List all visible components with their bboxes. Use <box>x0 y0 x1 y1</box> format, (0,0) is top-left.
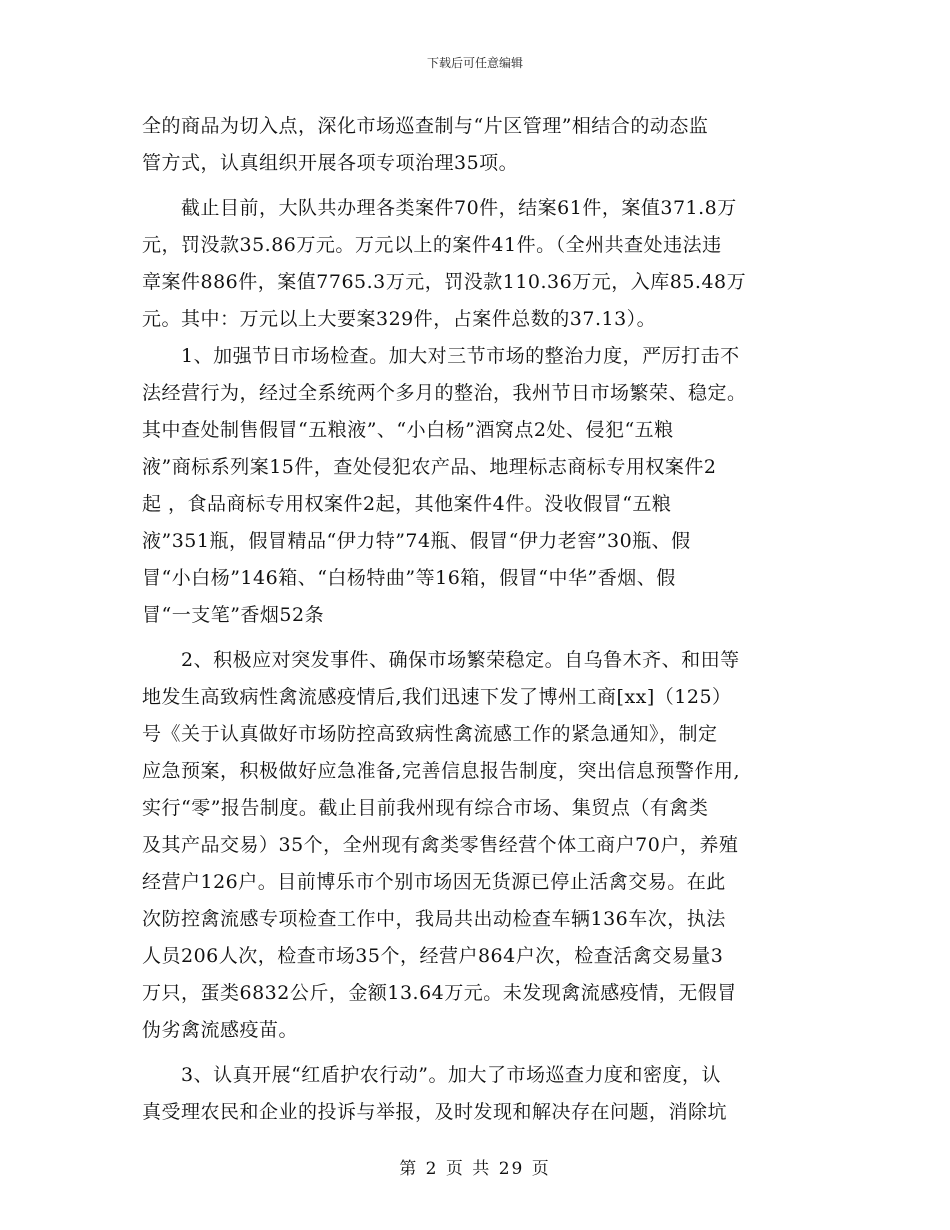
text-line: 应急预案，积极做好应急准备,完善信息报告制度，突出信息预警作用, <box>142 760 741 782</box>
text-line: 经营户126户。目前博乐市个别市场因无货源已停止活禽交易。在此 <box>142 871 726 893</box>
text-line: 人员206人次，检查市场35个，经营户864户次，检查活禽交易量3 <box>142 945 724 967</box>
document-body <box>142 108 812 1131</box>
text-line: 其中查处制售假冒“五粮液”、“小白杨”酒窝点2处、侵犯“五粮 <box>142 419 674 441</box>
text-line: 全的商品为切入点，深化市场巡查制与“片区管理”相结合的动态监 <box>142 115 709 137</box>
text-line: 3、认真开展“红盾护农行动”。加大了市场巡查力度和密度，认 <box>142 1064 722 1086</box>
text-line: 实行“零”报告制度。截止目前我州现有综合市场、集贸点（有禽类 <box>142 797 709 819</box>
text-line: 元，罚没款35.86万元。万元以上的案件41件。（全州共查处违法违 <box>142 234 722 256</box>
page-footer: 第 2 页 共 29 页 <box>399 1159 551 1179</box>
text-line: 地发生高致病性禽流感疫情后,我们迅速下发了博州工商[xx]（125） <box>142 686 732 708</box>
paragraph-gap <box>142 634 812 642</box>
paragraph-gap <box>142 1049 812 1057</box>
text-line: 截止目前，大队共办理各类案件70件，结案61件，案值371.8万 <box>142 197 737 219</box>
page-header: 下载后可任意编辑 <box>426 56 523 70</box>
text-line: 号《关于认真做好市场防控高致病性禽流感工作的紧急通知》，制定 <box>142 723 718 745</box>
text-line: 起 ，食品商标专用权案件2起，其他案件4件。没收假冒“五粮 <box>142 493 672 515</box>
text-line: 章案件886件，案值7765.3万元，罚没款110.36万元，入库85.48万 <box>142 271 747 293</box>
text-line: 管方式，认真组织开展各项专项治理35项。 <box>142 152 519 174</box>
text-line: 元。其中：万元以上大要案329件，占案件总数的37.13）。 <box>142 308 657 330</box>
text-line: 法经营行为，经过全系统两个多月的整治，我州节日市场繁荣、稳定。 <box>142 382 747 404</box>
text-line: 液”商标系列案15件，查处侵犯农产品、地理标志商标专用权案件2 <box>142 456 717 478</box>
text-line: 1、加强节日市场检查。加大对三节市场的整治力度，严厉打击不 <box>142 345 740 367</box>
text-line: 液”351瓶，假冒精品“伊力特”74瓶、假冒“伊力老窖”30瓶、假 <box>142 530 691 552</box>
paragraph-gap <box>142 182 812 190</box>
text-line: 真受理农民和企业的投诉与举报，及时发现和解决存在问题，消除坑 <box>142 1101 728 1123</box>
text-line: 冒“一支笔”香烟52条 <box>142 604 325 626</box>
text-line: 2、积极应对突发事件、确保市场繁荣稳定。自乌鲁木齐、和田等 <box>142 649 740 671</box>
text-line: 冒“小白杨”146箱、“白杨特曲”等16箱，假冒“中华”香烟、假 <box>142 567 676 589</box>
text-line: 伪劣禽流感疫苗。 <box>142 1019 299 1041</box>
text-line: 万只，蛋类6832公斤，金额13.64万元。未发现禽流感疫情，无假冒 <box>142 982 737 1004</box>
text-line: 次防控禽流感专项检查工作中，我局共出动检查车辆136车次，执法 <box>142 908 726 930</box>
text-line: 及其产品交易）35个，全州现有禽类零售经营个体工商户70户，养殖 <box>142 834 739 856</box>
